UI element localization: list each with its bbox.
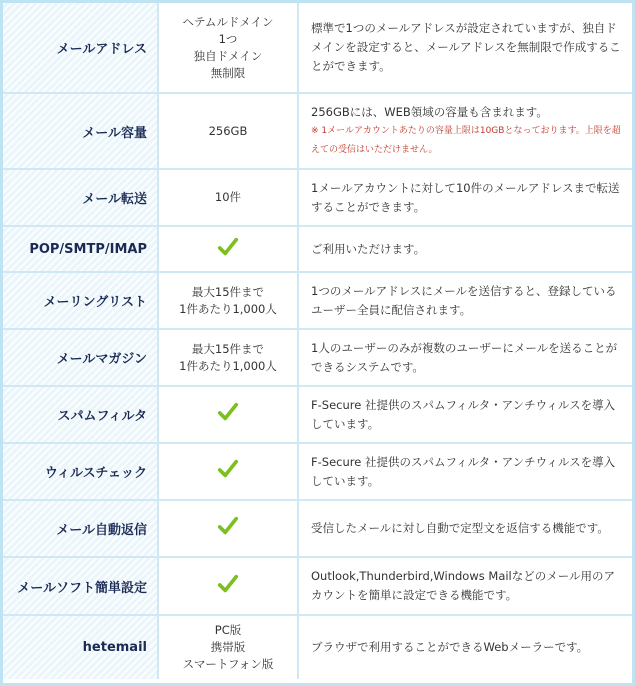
table-body — [3, 3, 632, 679]
feature-description: 受信したメールに対し自動で定型文を返信する機能です。 — [311, 521, 609, 535]
table-row — [3, 226, 632, 272]
table-row — [3, 500, 632, 557]
table-row — [3, 615, 632, 679]
feature-description-cell — [298, 93, 632, 169]
feature-name: メール容量 — [3, 93, 158, 169]
feature-value-line: 独自ドメイン — [193, 48, 263, 63]
table-row — [3, 93, 632, 169]
checkmark-icon — [217, 458, 239, 480]
feature-description: 256GBには、WEB領域の容量も含まれます。 — [311, 104, 548, 119]
checkmark-icon — [217, 515, 239, 537]
feature-value — [158, 386, 298, 443]
feature-value — [158, 500, 298, 557]
table-row — [3, 329, 632, 386]
feature-description-cell — [298, 272, 632, 329]
feature-value-line: 携帯版 — [210, 640, 246, 654]
feature-value — [158, 169, 298, 226]
feature-description-cell — [298, 329, 632, 386]
feature-description-cell — [298, 386, 632, 443]
feature-value-line: 256GB — [208, 123, 248, 138]
feature-value-line: スマートフォン版 — [182, 657, 274, 671]
feature-description: 1つのメールアドレスにメールを送信すると、登録しているユーザー全員に配信されます。 — [311, 283, 617, 317]
feature-value-line: 1つ — [218, 31, 238, 46]
table-row — [3, 443, 632, 500]
feature-value-line: 10件 — [214, 190, 242, 204]
feature-description: 1メールアカウントに対して10件のメールアドレスまで転送することができます。 — [311, 180, 620, 214]
feature-description-cell — [298, 226, 632, 272]
feature-value — [158, 93, 298, 169]
feature-value — [158, 443, 298, 500]
feature-description: F-Secure 社提供のスパムフィルタ・アンチウィルスを導入しています。 — [311, 397, 616, 431]
feature-value-line: 1件あたり1,000人 — [179, 301, 277, 316]
feature-description: ブラウザで利用することができるWebメーラーです。 — [311, 640, 589, 654]
feature-value-line: 最大15件まで — [191, 341, 265, 356]
feature-value — [158, 226, 298, 272]
feature-name: メール転送 — [3, 169, 158, 226]
feature-name: メールマガジン — [3, 329, 158, 386]
feature-value-line: 無制限 — [210, 65, 246, 80]
feature-value — [158, 557, 298, 615]
table-row — [3, 557, 632, 615]
feature-name: hetemail — [3, 615, 158, 679]
checkmark-icon — [217, 236, 239, 258]
feature-description-cell — [298, 557, 632, 615]
feature-description-cell — [298, 500, 632, 557]
feature-value — [158, 272, 298, 329]
feature-name: メール自動返信 — [3, 500, 158, 557]
mail-features-table — [3, 3, 632, 679]
feature-description: Outlook,Thunderbird,Windows Mailなどのメール用のアカウントを簡単に設定できる機能です。 — [311, 569, 616, 602]
feature-description-cell — [298, 3, 632, 93]
feature-value — [158, 329, 298, 386]
feature-value-line: 1件あたり1,000人 — [179, 358, 277, 373]
checkmark-icon — [217, 573, 239, 595]
feature-name: ウィルスチェック — [3, 443, 158, 500]
feature-value-line: ヘテムルドメイン — [182, 14, 274, 29]
feature-name: メールソフト簡単設定 — [3, 557, 158, 615]
table-row — [3, 3, 632, 93]
table-row — [3, 272, 632, 329]
feature-description-cell — [298, 443, 632, 500]
feature-description-cell — [298, 169, 632, 226]
feature-description: 標準で1つのメールアドレスが設定されていますが、独自ドメインを設定すると、メールアドレスを無制限で作成することができます。 — [311, 21, 621, 73]
feature-name: メーリングリスト — [3, 272, 158, 329]
feature-description-cell — [298, 615, 632, 679]
feature-note: ※ 1メールアカウントあたりの容量上限は10GBとなっております。上限を超えての受信はいただけません。 — [311, 125, 621, 155]
checkmark-icon — [217, 401, 239, 423]
table-row — [3, 169, 632, 226]
feature-name: スパムフィルタ — [3, 386, 158, 443]
feature-name: メールアドレス — [3, 3, 158, 93]
feature-value-line: 最大15件まで — [191, 284, 265, 299]
feature-value — [158, 615, 298, 679]
feature-value-line: PC版 — [214, 623, 242, 637]
table-row — [3, 386, 632, 443]
feature-description: F-Secure 社提供のスパムフィルタ・アンチウィルスを導入しています。 — [311, 454, 616, 488]
feature-name: POP/SMTP/IMAP — [3, 226, 158, 272]
feature-description: 1人のユーザーのみが複数のユーザーにメールを送ることができるシステムです。 — [311, 340, 618, 374]
feature-value — [158, 3, 298, 93]
feature-description: ご利用いただけます。 — [311, 241, 426, 256]
